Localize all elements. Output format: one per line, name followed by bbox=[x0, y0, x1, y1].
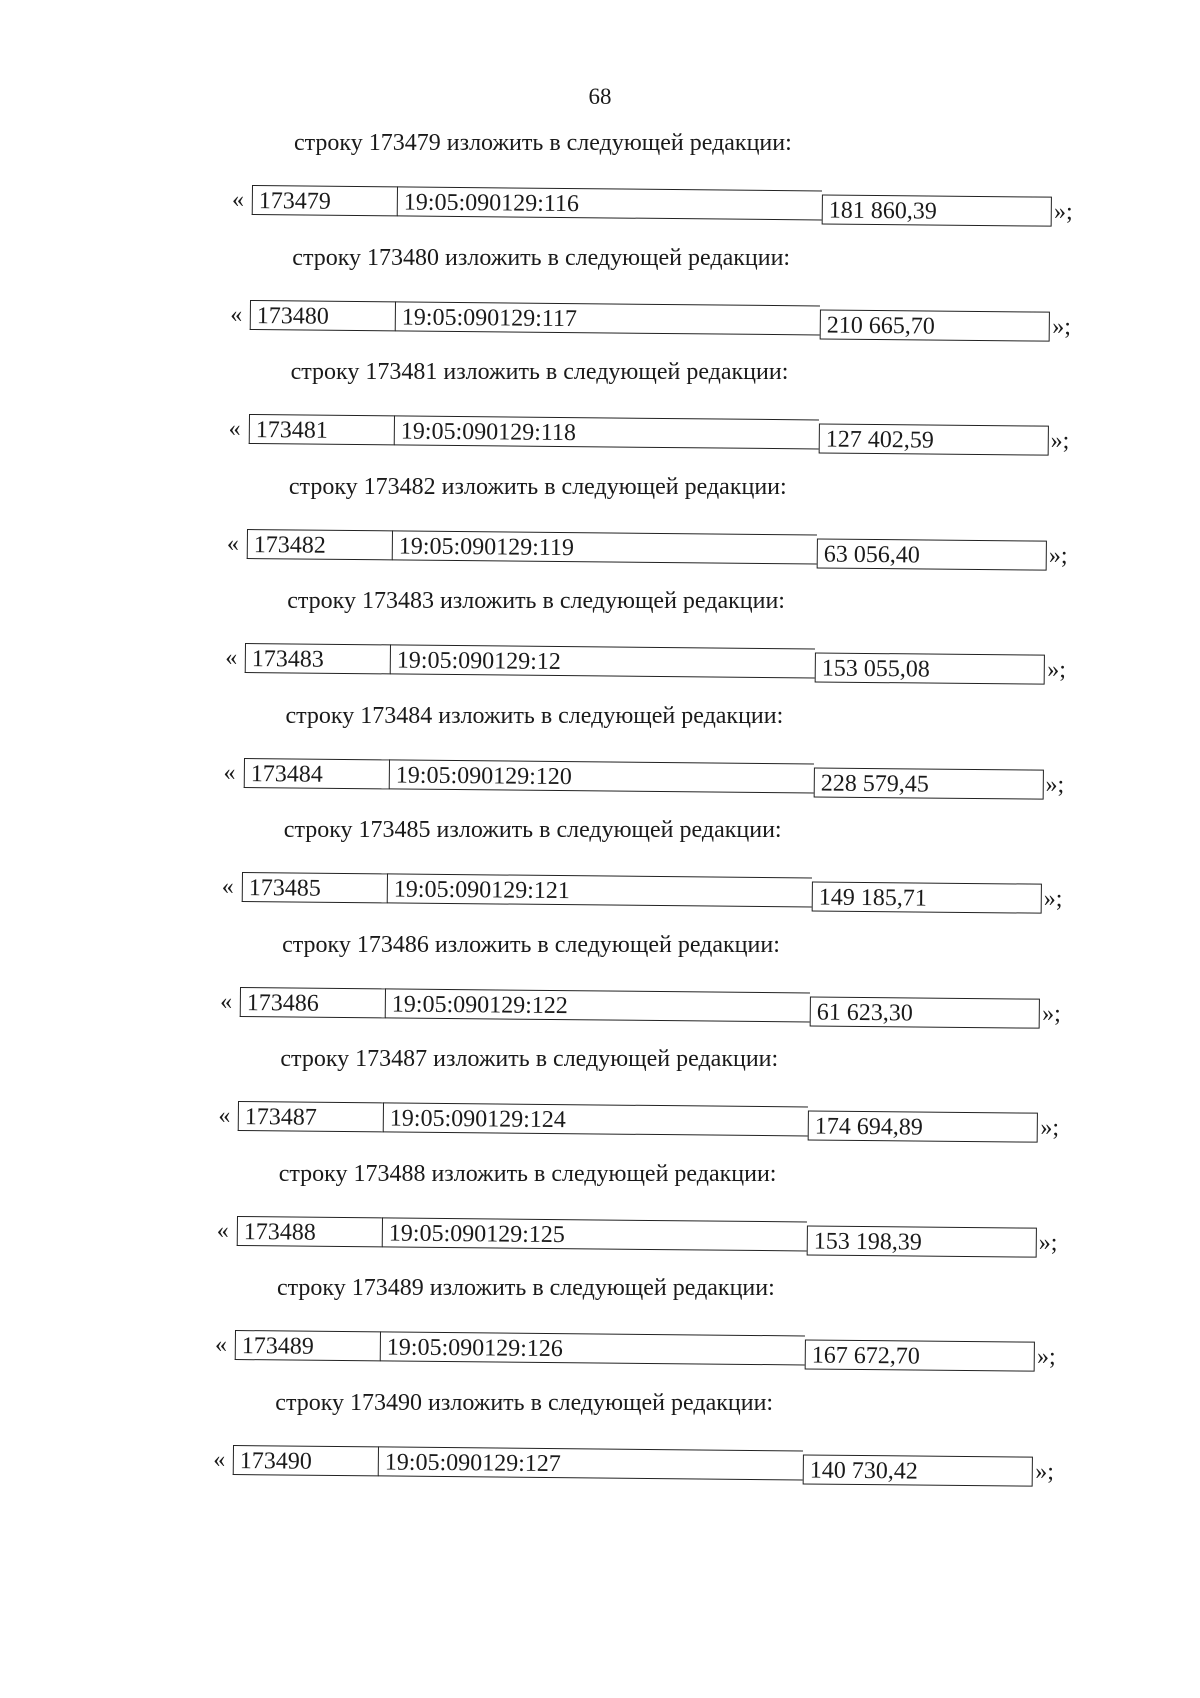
replacement-row bbox=[230, 300, 1090, 340]
table-row bbox=[238, 1101, 1038, 1141]
amendment-entry bbox=[0, 1161, 1200, 1281]
amendment-entry bbox=[0, 130, 1200, 250]
cadastral-value-cell: 63 056,40 bbox=[817, 538, 1047, 570]
row-number-cell: 173482 bbox=[247, 529, 392, 560]
closing-quote: »; bbox=[1048, 542, 1068, 569]
opening-quote: « bbox=[216, 1217, 229, 1244]
cadastral-value-cell: 174 694,89 bbox=[808, 1110, 1038, 1142]
replacement-row bbox=[229, 414, 1089, 454]
cadastral-number-cell: 19:05:090129:126 bbox=[380, 1331, 805, 1365]
row-number-cell: 173479 bbox=[252, 185, 397, 216]
amendment-entry bbox=[0, 588, 1200, 708]
closing-quote: »; bbox=[1045, 771, 1065, 798]
closing-quote: »; bbox=[1054, 199, 1073, 225]
opening-quote: « bbox=[218, 1103, 231, 1129]
table-row bbox=[245, 643, 1045, 683]
amendment-instruction: строку 173480 изложить в следующей редакции: bbox=[292, 244, 791, 271]
closing-quote: »; bbox=[1047, 657, 1066, 683]
replacement-row bbox=[224, 758, 1084, 798]
opening-quote: « bbox=[230, 301, 243, 328]
replacement-row bbox=[225, 643, 1085, 683]
cadastral-number-cell: 19:05:090129:125 bbox=[381, 1217, 806, 1251]
table-row bbox=[252, 185, 1052, 225]
amendment-instruction: строку 173489 изложить в следующей редакции: bbox=[277, 1275, 775, 1301]
amendment-instruction: строку 173483 изложить в следующей редакции: bbox=[287, 588, 785, 614]
cadastral-value-cell: 140 730,42 bbox=[803, 1454, 1033, 1486]
row-number-cell: 173489 bbox=[235, 1330, 380, 1361]
row-number-cell: 173490 bbox=[233, 1445, 378, 1476]
cadastral-number-cell: 19:05:090129:120 bbox=[388, 759, 813, 793]
replacement-row bbox=[213, 1445, 1073, 1485]
opening-quote: « bbox=[215, 1332, 227, 1358]
row-number-cell: 173488 bbox=[236, 1216, 381, 1247]
replacement-row bbox=[220, 987, 1080, 1027]
replacement-row bbox=[222, 872, 1082, 912]
cadastral-number-cell: 19:05:090129:118 bbox=[393, 415, 818, 449]
table-row bbox=[247, 529, 1047, 569]
cadastral-value-cell: 181 860,39 bbox=[822, 194, 1052, 226]
replacement-row bbox=[215, 1330, 1075, 1370]
amendment-instruction: строку 173484 изложить в следующей редакции: bbox=[285, 702, 784, 729]
opening-quote: « bbox=[223, 759, 236, 786]
cadastral-number-cell: 19:05:090129:117 bbox=[395, 301, 820, 335]
table-row bbox=[236, 1216, 1036, 1256]
opening-quote: « bbox=[225, 645, 238, 671]
row-number-cell: 173487 bbox=[238, 1101, 383, 1132]
row-number-cell: 173486 bbox=[240, 987, 385, 1018]
opening-quote: « bbox=[228, 416, 241, 442]
cadastral-value-cell: 153 198,39 bbox=[806, 1225, 1036, 1257]
amendment-entry bbox=[0, 932, 1200, 1052]
amendment-entry bbox=[0, 1046, 1200, 1166]
table-row bbox=[248, 414, 1048, 454]
replacement-row bbox=[232, 185, 1092, 225]
amendment-instruction: строку 173486 изложить в следующей редакции: bbox=[282, 931, 780, 958]
table-row bbox=[241, 872, 1041, 912]
amendment-instruction: строку 173485 изложить в следующей редакции: bbox=[283, 817, 782, 843]
cadastral-value-cell: 228 579,45 bbox=[813, 767, 1043, 799]
closing-quote: »; bbox=[1040, 1115, 1060, 1141]
table-row bbox=[243, 758, 1043, 798]
closing-quote: »; bbox=[1038, 1229, 1058, 1256]
closing-quote: »; bbox=[1050, 428, 1070, 454]
amendment-entry bbox=[0, 245, 1200, 365]
opening-quote: « bbox=[226, 530, 239, 557]
cadastral-number-cell: 19:05:090129:127 bbox=[378, 1446, 803, 1480]
amendment-instruction: строку 173487 изложить в следующей редакции: bbox=[280, 1046, 779, 1072]
cadastral-value-cell: 210 665,70 bbox=[820, 309, 1050, 341]
cadastral-number-cell: 19:05:090129:119 bbox=[392, 530, 817, 564]
row-number-cell: 173484 bbox=[243, 758, 388, 789]
closing-quote: »; bbox=[1037, 1344, 1056, 1370]
closing-quote: »; bbox=[1052, 313, 1071, 340]
cadastral-number-cell: 19:05:090129:116 bbox=[397, 186, 822, 220]
amendment-instruction: строку 173482 изложить в следующей редакции: bbox=[288, 473, 787, 500]
amendment-entry bbox=[0, 1390, 1200, 1510]
table-row bbox=[233, 1445, 1033, 1485]
cadastral-number-cell: 19:05:090129:124 bbox=[383, 1102, 808, 1136]
amendment-instruction: строку 173479 изложить в следующей редакции: bbox=[294, 130, 792, 156]
amendment-entry bbox=[0, 703, 1200, 823]
cadastral-value-cell: 61 623,30 bbox=[810, 996, 1040, 1028]
opening-quote: « bbox=[232, 187, 244, 213]
closing-quote: »; bbox=[1042, 1000, 1061, 1027]
amendment-entry bbox=[0, 474, 1200, 594]
opening-quote: « bbox=[213, 1446, 226, 1473]
cadastral-number-cell: 19:05:090129:12 bbox=[390, 644, 815, 678]
opening-quote: « bbox=[220, 988, 233, 1015]
amendment-instruction: строку 173490 изложить в следующей редакции: bbox=[275, 1389, 774, 1416]
amendment-entry bbox=[0, 817, 1200, 937]
amendment-instruction: строку 173488 изложить в следующей редакции: bbox=[278, 1160, 777, 1187]
row-number-cell: 173481 bbox=[248, 414, 393, 445]
cadastral-value-cell: 149 185,71 bbox=[811, 881, 1041, 913]
row-number-cell: 173483 bbox=[245, 643, 390, 674]
table-row bbox=[235, 1330, 1035, 1370]
amendment-entry bbox=[0, 359, 1200, 479]
row-number-cell: 173485 bbox=[242, 872, 387, 903]
cadastral-value-cell: 167 672,70 bbox=[805, 1339, 1035, 1371]
table-row bbox=[240, 987, 1040, 1027]
cadastral-number-cell: 19:05:090129:122 bbox=[385, 988, 810, 1022]
cadastral-value-cell: 153 055,08 bbox=[815, 652, 1045, 684]
closing-quote: »; bbox=[1043, 886, 1063, 912]
cadastral-value-cell: 127 402,59 bbox=[818, 423, 1048, 455]
amendment-entry bbox=[0, 1275, 1200, 1395]
replacement-row bbox=[218, 1101, 1078, 1141]
opening-quote: « bbox=[221, 874, 234, 900]
replacement-row bbox=[217, 1216, 1077, 1256]
page-number: 68 bbox=[588, 84, 612, 109]
amendment-instruction: строку 173481 изложить в следующей редакции: bbox=[290, 359, 789, 385]
table-row bbox=[250, 300, 1050, 340]
row-number-cell: 173480 bbox=[250, 300, 395, 331]
closing-quote: »; bbox=[1035, 1458, 1054, 1485]
cadastral-number-cell: 19:05:090129:121 bbox=[387, 873, 812, 907]
replacement-row bbox=[227, 529, 1087, 569]
